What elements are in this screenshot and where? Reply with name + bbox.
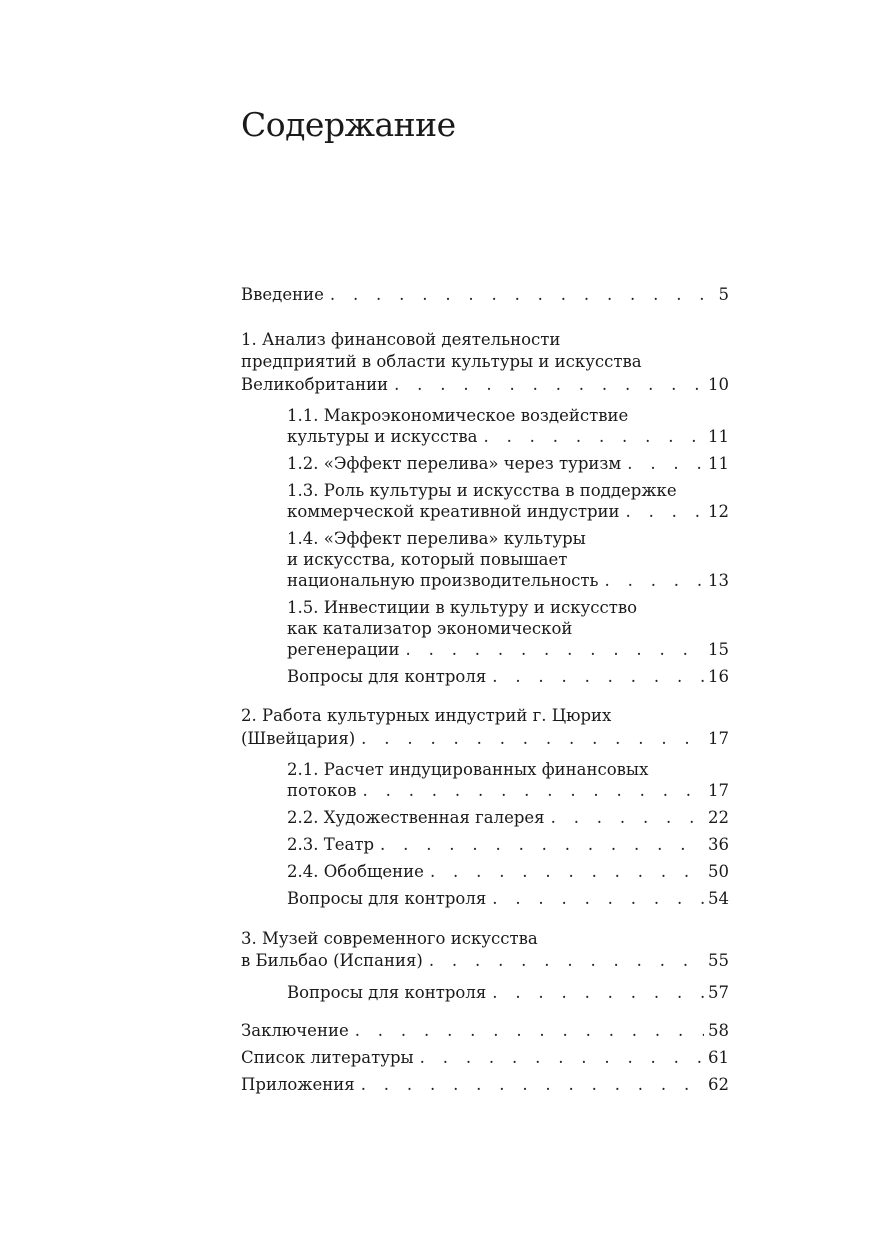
toc-entry-chapter-2[interactable] xyxy=(241,728,729,750)
toc-entry-text: Приложения xyxy=(241,1074,361,1096)
toc-entry-text: Введение xyxy=(241,284,330,306)
dot-leader xyxy=(380,834,704,856)
dot-leader xyxy=(626,501,705,523)
toc-entry-text: Вопросы для контроля xyxy=(287,888,492,910)
dot-leader xyxy=(492,888,704,910)
toc-entry-text: национальную производительность xyxy=(287,570,605,592)
toc-entry-text: потоков xyxy=(287,780,363,802)
toc-page-number: 50 xyxy=(704,861,729,883)
toc-page-number: 58 xyxy=(704,1020,729,1042)
toc-entry-1-5-line[interactable] xyxy=(287,597,729,619)
toc-entry-chapter-1[interactable] xyxy=(241,374,729,396)
toc-entry-text: 2.2. Художественная галерея xyxy=(287,807,551,829)
toc-entry-2-3[interactable] xyxy=(287,834,729,856)
dot-leader xyxy=(492,982,704,1004)
dot-leader xyxy=(361,1074,704,1096)
toc-entry-text: 1.4. «Эффект перелива» культуры xyxy=(287,529,586,548)
toc-page-number: 5 xyxy=(715,284,730,306)
toc-entry-text: в Бильбао (Испания) xyxy=(241,950,429,972)
toc-entry-text: 1.5. Инвестиции в культуру и искусство xyxy=(287,598,638,617)
dot-leader xyxy=(361,728,704,750)
toc-entry-chapter-2-line[interactable] xyxy=(241,705,729,727)
toc-entry-text: как катализатор экономической xyxy=(287,619,573,638)
toc-entry-review-questions-2[interactable] xyxy=(287,888,729,910)
dot-leader xyxy=(355,1020,704,1042)
toc-entry-text: коммерческой креативной индустрии xyxy=(287,501,626,523)
toc-entry-conclusion[interactable] xyxy=(241,1020,729,1042)
toc-page-number: 62 xyxy=(704,1074,729,1096)
toc-entry-text: 2. Работа культурных индустрий г. Цюрих xyxy=(241,706,612,725)
toc-page-number: 11 xyxy=(704,426,729,448)
dot-leader xyxy=(363,780,704,802)
toc-page-number: 12 xyxy=(704,501,729,523)
toc-entry-text: Список литературы xyxy=(241,1047,420,1069)
toc-entry-text: культуры и искусства xyxy=(287,426,484,448)
toc-entry-1-3-line[interactable] xyxy=(287,480,729,502)
toc-entry-1-5[interactable] xyxy=(287,639,729,661)
toc-entry-text: 3. Музей современного искусства xyxy=(241,929,538,948)
toc-entry-text: 2.3. Театр xyxy=(287,834,380,856)
toc-page-number: 54 xyxy=(704,888,729,910)
dot-leader xyxy=(627,453,704,475)
toc-entry-2-1-line[interactable] xyxy=(287,759,729,781)
toc-entry-1-2[interactable] xyxy=(287,453,729,475)
dot-leader xyxy=(430,861,704,883)
toc-page-number: 16 xyxy=(704,666,729,688)
toc-page-number: 13 xyxy=(704,570,729,592)
toc-page-number: 15 xyxy=(704,639,729,661)
toc-entry-text: Вопросы для контроля xyxy=(287,982,492,1004)
toc-entry-text: 1. Анализ финансовой деятельности xyxy=(241,330,561,349)
dot-leader xyxy=(484,426,705,448)
toc-entry-text: и искусства, который повышает xyxy=(287,550,568,569)
dot-leader xyxy=(330,284,715,306)
dot-leader xyxy=(551,807,704,829)
toc-entry-1-4[interactable] xyxy=(287,570,729,592)
toc-entry-review-questions-1[interactable] xyxy=(287,666,729,688)
toc-page-number: 17 xyxy=(704,728,729,750)
page-title: Содержание xyxy=(241,105,456,144)
toc-entry-chapter-3[interactable] xyxy=(241,950,729,972)
toc-entry-text: 2.1. Расчет индуцированных финансовых xyxy=(287,760,649,779)
toc-entry-1-3[interactable] xyxy=(287,501,729,523)
toc-entry-appendices[interactable] xyxy=(241,1074,729,1096)
toc-page-number: 61 xyxy=(704,1047,729,1069)
toc-entry-2-4[interactable] xyxy=(287,861,729,883)
toc-entry-chapter-1-line[interactable] xyxy=(241,351,729,373)
toc-entry-text: (Швейцария) xyxy=(241,728,361,750)
toc-entry-1-4-line[interactable] xyxy=(287,549,729,571)
toc-page-number: 57 xyxy=(704,982,729,1004)
dot-leader xyxy=(394,374,704,396)
toc-entry-text: 1.3. Роль культуры и искусства в поддержке xyxy=(287,481,677,500)
toc-page-number: 17 xyxy=(704,780,729,802)
toc-entry-chapter-1-line[interactable] xyxy=(241,329,729,351)
dot-leader xyxy=(492,666,704,688)
toc-entry-2-1[interactable] xyxy=(287,780,729,802)
toc-entry-text: Вопросы для контроля xyxy=(287,666,492,688)
toc-page-number: 11 xyxy=(704,453,729,475)
toc-entry-bibliography[interactable] xyxy=(241,1047,729,1069)
toc-entry-introduction[interactable] xyxy=(241,284,729,306)
toc-entry-1-5-line[interactable] xyxy=(287,618,729,640)
toc-entry-text: предприятий в области культуры и искусства xyxy=(241,352,642,371)
dot-leader xyxy=(406,639,704,661)
dot-leader xyxy=(420,1047,704,1069)
toc-entry-2-2[interactable] xyxy=(287,807,729,829)
toc-entry-text: Великобритании xyxy=(241,374,394,396)
toc-entry-chapter-3-line[interactable] xyxy=(241,928,729,950)
dot-leader xyxy=(429,950,704,972)
toc-entry-1-4-line[interactable] xyxy=(287,528,729,550)
toc-entry-text: 1.2. «Эффект перелива» через туризм xyxy=(287,453,627,475)
toc-entry-text: 2.4. Обобщение xyxy=(287,861,430,883)
toc-entry-1-1[interactable] xyxy=(287,426,729,448)
toc-page-number: 22 xyxy=(704,807,729,829)
toc-page-number: 55 xyxy=(704,950,729,972)
toc-entry-text: Заключение xyxy=(241,1020,355,1042)
toc-page-number: 36 xyxy=(704,834,729,856)
toc-page-number: 10 xyxy=(704,374,729,396)
toc-entry-text: регенерации xyxy=(287,639,406,661)
toc-entry-review-questions-3[interactable] xyxy=(287,982,729,1004)
toc-entry-1-1-line[interactable] xyxy=(287,405,729,427)
dot-leader xyxy=(605,570,704,592)
toc-entry-text: 1.1. Макроэкономическое воздействие xyxy=(287,406,629,425)
